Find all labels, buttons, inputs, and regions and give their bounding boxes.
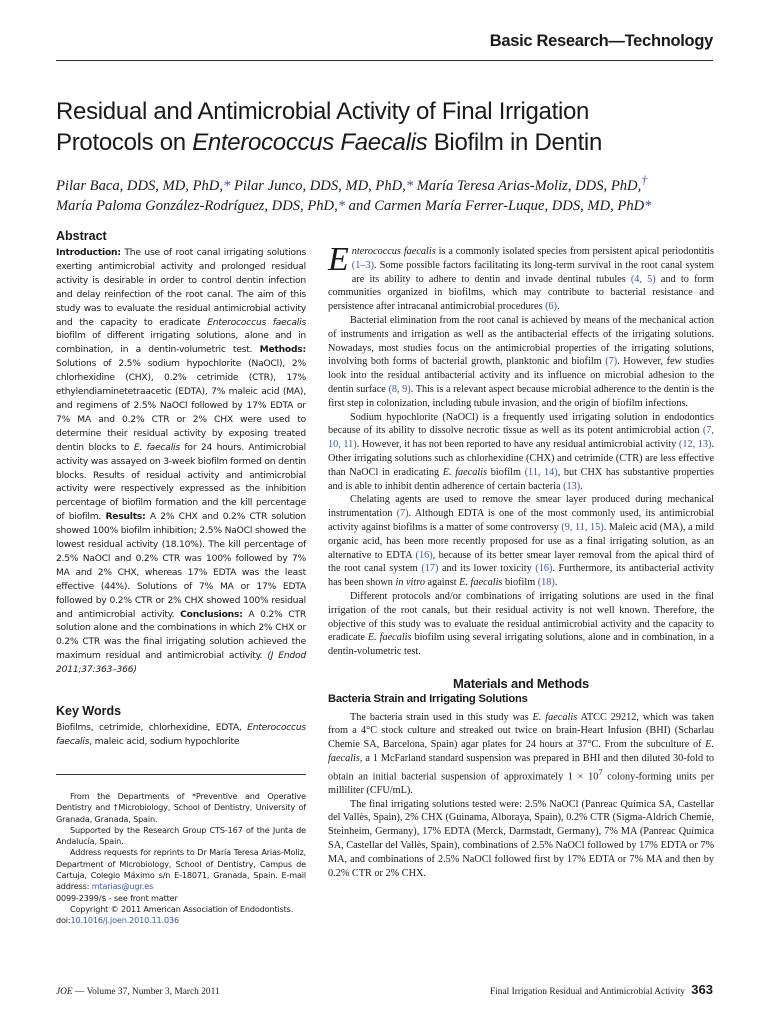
text: . Some possible factors facilitating its long-term survival in the root canal system are its ability to adhere to dentin and invade dentinal tubules bbox=[351, 259, 714, 285]
reference-link[interactable]: (7, 10, 11) bbox=[328, 425, 714, 451]
footnote-divider bbox=[56, 774, 306, 775]
species-name: E. faecalis bbox=[367, 632, 412, 644]
reference-link[interactable]: (16) bbox=[415, 549, 433, 561]
author-5: and Carmen María Ferrer-Luque, DDS, MD, PhD bbox=[345, 197, 645, 214]
text: , but CHX has substantive properties and is able to inhibit dentin adherence of certain bacteria bbox=[328, 466, 714, 492]
article-title bbox=[56, 96, 716, 158]
affiliation-mark[interactable]: * bbox=[337, 197, 346, 214]
reference-link[interactable]: (17) bbox=[421, 563, 439, 575]
doi-label: doi: bbox=[56, 915, 71, 926]
reference-link[interactable]: (16) bbox=[535, 563, 553, 575]
title-line-1: Residual and Antimicrobial Activity of Final Irrigation bbox=[56, 98, 590, 125]
section-tag: Basic Research—Technology bbox=[489, 32, 713, 50]
text: Bacterial elimination from the root canal is achieved by means of the mechanical action of instruments and irrigation as well as the antibacterial effects of the irrigating solutions. Nowadays, most studies focus on the antimicrobial properties of the irrigating solutions, involving both forms of bacterial growth, planktonic and biofilm bbox=[328, 314, 714, 368]
text: ATCC 29212, which was taken from a 4°C stock culture and streaked out twice on brain-Heart Infusion (BHI) (Scharlau Chemie SA, Barcelona, Spain) agar plates for 24 hours at 37°C. From the subculture of bbox=[328, 711, 714, 751]
abstract-label-results: Results: bbox=[105, 512, 146, 523]
reference-link[interactable]: (8, 9) bbox=[388, 383, 411, 395]
doi-link[interactable]: 10.1016/j.joen.2010.11.036 bbox=[70, 915, 179, 926]
body-paragraph bbox=[328, 493, 714, 590]
keywords-pre: Biofilms, cetrimide, chlorhexidine, EDTA, bbox=[56, 723, 248, 733]
abstract-section bbox=[56, 229, 306, 678]
main-body bbox=[328, 241, 715, 880]
running-header bbox=[56, 30, 713, 64]
section-heading-methods: Materials and Methods bbox=[453, 675, 589, 691]
text: against bbox=[424, 577, 460, 589]
affiliation-mark[interactable]: † bbox=[641, 173, 648, 187]
abstract-intro: The use of root canal irrigating solutions exerting antimicrobial activity and prolonged residual activity is desirable in order to control dentin infection and delay reinfection of the root canal. The aim of this study was to evaluate the residual antimicrobial activity and the capacity to eradicate bbox=[56, 248, 306, 328]
abstract-intro-cont: biofilm of different irrigating solutions, alone and in combination, in a dentin-volumetric test. bbox=[56, 331, 306, 356]
subsection-heading-bacteria: Bacteria Strain and Irrigating Solutions bbox=[328, 692, 528, 705]
text: The bacteria strain used in this study was bbox=[350, 711, 533, 723]
body-paragraph bbox=[328, 241, 715, 314]
keywords-heading: Key Words bbox=[56, 704, 122, 718]
text: . Furthermore, its antibacterial activity has been shown bbox=[328, 563, 715, 589]
text: . However, few studies look into the residual antibacterial activity and its influence on microbial adhesion to the dentin surface bbox=[328, 356, 714, 395]
body-paragraph bbox=[328, 711, 714, 798]
reference-link[interactable]: (1–3) bbox=[351, 259, 374, 271]
affiliation-mark[interactable]: * bbox=[644, 197, 652, 214]
header-rule bbox=[56, 60, 713, 61]
abstract-heading: Abstract bbox=[56, 229, 107, 243]
abstract-text bbox=[56, 247, 306, 678]
author-1: Pilar Baca, DDS, MD, PhD, bbox=[56, 177, 223, 194]
text: biofilm using several irrigating solutions, alone and in combination, in a dentin-volumetric test. bbox=[328, 632, 714, 658]
species-name: E. faecalis bbox=[459, 577, 503, 589]
text: Sodium hypochlorite (NaOCl) is a frequently used irrigating solution in endodontics because of its ability to dissolve necrotic tissue as well as its potent antimicrobial action bbox=[328, 411, 714, 437]
author-list bbox=[56, 170, 716, 216]
keywords-post: , maleic acid, sodium hypochlorite bbox=[89, 736, 240, 747]
abstract-citation: (J Endod 2011;37:363–366) bbox=[56, 651, 306, 676]
exponent: 7 bbox=[598, 766, 603, 777]
body-paragraph bbox=[328, 314, 714, 411]
author-4: María Paloma González-Rodríguez, DDS, PhD, bbox=[56, 197, 338, 214]
species-name: Enterococcus faecalis bbox=[56, 723, 306, 747]
species-name: nterococcus faecalis bbox=[351, 246, 436, 257]
reference-link[interactable]: (11, 14) bbox=[524, 466, 558, 478]
text: . This is a relevant aspect because microbial adherence to the dentin is the first step in colonization, including tubule invasion, and the origin of biofilm infections. bbox=[328, 383, 715, 409]
title-line-2-pre: Protocols on bbox=[56, 129, 193, 156]
reference-link[interactable]: (13) bbox=[563, 480, 581, 492]
body-paragraph: The final irrigating solutions tested were: 2.5% NaOCl (Panreac Química SA, Castellar del Vallès, Spain), 2% CHX (Guinama, Alboraya, Spain), 0.2% CTR (Sigma-Aldrich Chemie, Steinheim, Germany), 17% EDTA (Merck, Darmstadt, Germany), 7% MA (Panreac Química SA, Castellar del Vallès, Spain), combinations of 2.5% NaOCl followed by 17% EDTA or 7% MA, and combinations of 2.5% NaOCl followed first by 17% EDTA or 7% MA and then by 0.2% CTR or 2% CHX. bbox=[328, 798, 714, 879]
species-name: E. faecalis bbox=[133, 442, 180, 453]
footnotes bbox=[56, 791, 306, 927]
text: . Maleic acid (MA), a mild organic acid, has been more recently proposed for use as a final irrigating solution, as an alternative to EDTA bbox=[328, 521, 714, 561]
body-paragraph bbox=[328, 590, 714, 659]
page-number: 363 bbox=[691, 982, 713, 997]
text: and to form communities organized in biofilms, which may contribute to bacterial resistance and persistence after intracanal antimicrobial procedures bbox=[328, 273, 715, 313]
text: . Although EDTA is one of the most commonly used, its antimicrobial activity against biofilms is a matter of some controversy bbox=[328, 508, 714, 533]
author-3: María Teresa Arias-Moliz, DDS, PhD, bbox=[413, 177, 642, 194]
text: . bbox=[554, 577, 558, 589]
keywords-text bbox=[56, 722, 306, 750]
title-line-2-post: Biofilm in Dentin bbox=[427, 129, 603, 156]
footnote-copyright: Copyright © 2011 American Association of Endodontists. bbox=[70, 903, 294, 914]
species-name: E. faecalis bbox=[442, 466, 488, 478]
footnote-issn: 0099-2399/$ - see front matter bbox=[56, 892, 178, 903]
affiliation-mark[interactable]: * bbox=[223, 177, 231, 194]
issue-info: — Volume 37, Number 3, March 2011 bbox=[72, 987, 220, 997]
species-name: Enterococcus faecalis bbox=[207, 317, 306, 328]
footnote-support: Supported by the Research Group CTS-167 of the Junta de Andalucía, Spain. bbox=[56, 824, 306, 847]
reference-link[interactable]: (6) bbox=[545, 301, 558, 313]
text: biofilm bbox=[502, 577, 538, 589]
reference-link[interactable]: (12, 13) bbox=[678, 439, 712, 451]
abstract-methods: Solutions of 2.5% sodium hypochlorite (NaOCl), 2% chlorhexidine (CHX), 0.2% cetrimide (CTR), 17% ethylendiaminetetraacetic (EDTA), 7% maleic acid (MA), and regimens of 2.5% NaOCl followed by 17% EDTA or 7% MA and 0.2% CTR or 2% CHX were used to determine their residual activity by exposing treated dentin blocks to bbox=[56, 359, 306, 453]
abstract-methods-cont: for 24 hours. Antimicrobial activity was assayed on 3-week biofilm formed on dentin blocks. Results of residual activity and antimicrobial activity were respectively expressed as the inhibition percentage of biofilm formation and the kill percentage of biofilm. bbox=[56, 442, 306, 523]
journal-abbrev: JOE bbox=[56, 987, 73, 997]
affiliation-mark[interactable]: * bbox=[405, 177, 414, 194]
abstract-label-conclusions: Conclusions: bbox=[180, 609, 243, 620]
title-species: Enterococcus Faecalis bbox=[192, 129, 428, 156]
abstract-conclusions: A 0.2% CTR solution alone and the combinations in which 2% CHX or 0.2% CTR was the final irrigating solution achieved the maximum residual and antimicrobial activity. bbox=[56, 609, 306, 662]
footnote-affiliation: From the Departments of *Preventive and Operative Dentistry and †Microbiology, School of Dentistry, University of Granada, Granada, Spain. bbox=[56, 791, 306, 824]
text: . bbox=[580, 480, 583, 492]
abstract-results: A 2% CHX and 0.2% CTR solution showed 100% biofilm inhibition; 2.5% NaOCl showed the lowest residual activity (18.10%). The kill percentage of 2.5% NaOCl and 0.2% CTR was 100% followed by 7% MA and 2% CHX, whereas 17% EDTA was the least effective (44%). Solutions of 7% MA or 17% EDTA followed by 0.2% CTR or 2% CHX showed 100% residual and antimicrobial activity. bbox=[56, 512, 307, 620]
footnote-doi bbox=[56, 915, 306, 926]
text: biofilm bbox=[487, 466, 525, 478]
text: , because of its better smear layer removal from the apical third of the root canal system bbox=[328, 549, 714, 575]
author-2: Pilar Junco, DDS, MD, PhD, bbox=[230, 177, 406, 194]
text: . bbox=[557, 301, 560, 313]
reference-link[interactable]: (7) bbox=[605, 356, 618, 368]
text: . Other irrigating solutions such as chlorhexidine (CHX) and cetrimide (CTR) are less effective than NaOCl in eradicating bbox=[328, 439, 714, 478]
body-paragraph bbox=[328, 411, 714, 494]
reference-link[interactable]: (7) bbox=[396, 508, 409, 520]
species-name: E. faecalis bbox=[532, 711, 578, 723]
text: is a commonly isolated species from persistent apical periodontitis bbox=[435, 246, 715, 257]
footer-journal bbox=[56, 987, 220, 997]
footer-running-title: Final Irrigation Residual and Antimicrobial Activity bbox=[489, 987, 685, 997]
abstract-label-methods: Methods: bbox=[259, 345, 306, 356]
drop-cap: E bbox=[328, 241, 349, 278]
email-link[interactable]: mtarias@ugr.es bbox=[91, 881, 154, 892]
keywords-section bbox=[56, 704, 306, 750]
text: , a 1 McFarland standard suspension was prepared in BHI and then diluted 30-fold to obtain an initial bacterial suspension of approximately 1 × 10 bbox=[328, 752, 714, 783]
text: colony-forming units per milliliter (CFU/mL). bbox=[328, 771, 714, 796]
text: Different protocols and/or combinations of irrigating solutions are used in the final irrigation of the root canals, but their residual activity is not well known. Therefore, the objective of this study was to evaluate the residual antimicrobial activity and the capacity to eradicate bbox=[328, 590, 714, 644]
abstract-label-intro: Introduction: bbox=[56, 248, 121, 258]
reference-link[interactable]: (18) bbox=[537, 577, 555, 589]
latin-term: in vitro bbox=[395, 577, 425, 589]
text: and its lower toxicity bbox=[438, 563, 536, 575]
page-footer bbox=[56, 982, 713, 1004]
address-text: Address requests for reprints to Dr María Teresa Arias-Moliz, Department of Microbiology, School of Dentistry, Campus de Cartuja, Colegio Máximo s/n E-18071, Granada, Spain. E-mail address: bbox=[56, 847, 306, 892]
text: . However, it has not been reported to have any residual antimicrobial activity bbox=[356, 439, 679, 451]
text: Chelating agents are used to remove the smear layer produced during mechanical instrumentation bbox=[328, 494, 714, 520]
species-name: E. faecalis bbox=[328, 739, 714, 764]
reference-link[interactable]: (9, 11, 15) bbox=[561, 521, 604, 533]
reference-link[interactable]: (4, 5) bbox=[630, 273, 656, 285]
footnote-address bbox=[56, 847, 306, 892]
